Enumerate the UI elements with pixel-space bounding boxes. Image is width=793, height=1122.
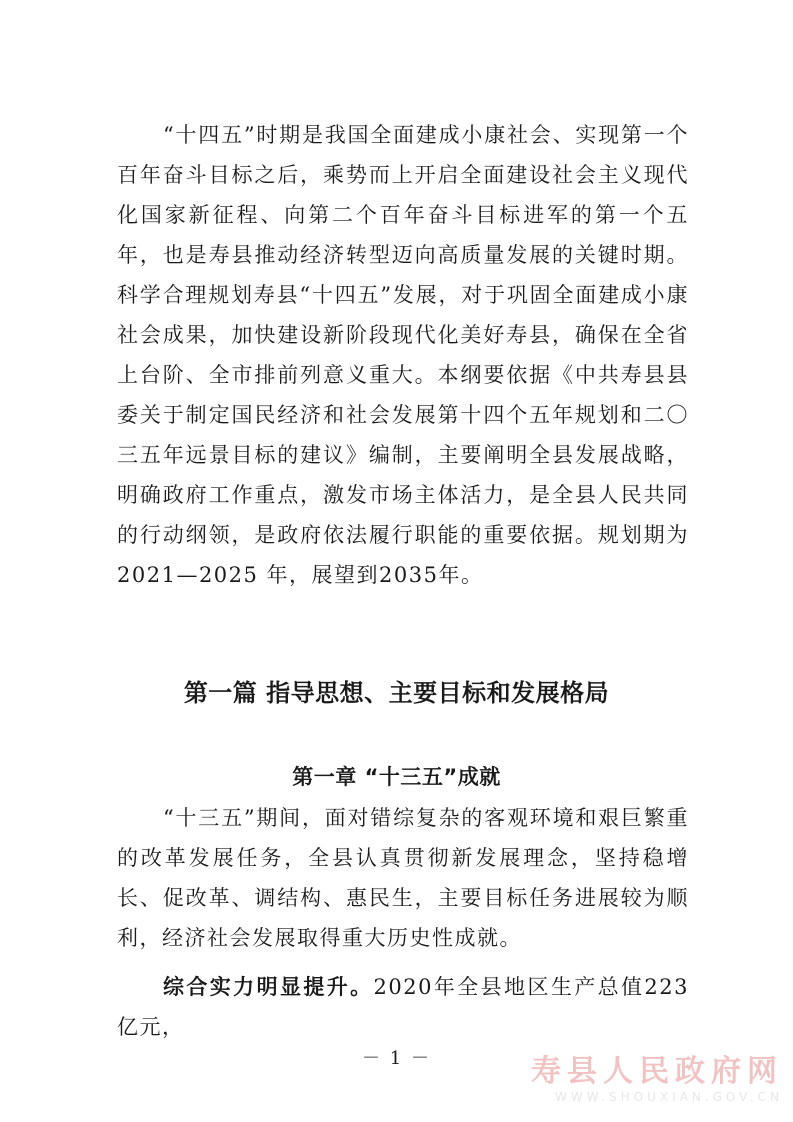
page-number: － 1 － xyxy=(362,1048,431,1069)
achievement-paragraph xyxy=(117,967,689,1047)
site-watermark xyxy=(531,1054,783,1104)
achievement-lead: 综合实力明显提升。 xyxy=(163,974,374,999)
achievement-text: 2020年全县地区生产总值223亿元， xyxy=(117,975,690,1039)
intro-paragraph: “十四五”时期是我国全面建成小康社会、实现第一个百年奋斗目标之后，乘势而上开启全面建设社会主义现代化国家新征程、向第二个百年奋斗目标进军的第一个五年，也是寿县推动经济转型迈向高质量发展的关键时期。科学合理规划寿县“十四五”发展，对于巩固全面建成小康社会成果，加快建设新阶段现代化美好寿县，确保在全省上台阶、全市排前列意义重大。本纲要依据《中共寿县县委关于制定国民经济和社会发展第十四个五年规划和二〇三五年远景目标的建议》编制，主要阐明全县发展战略，明确政府工作重点，激发市场主体活力，是全县人民共同的行动纲领，是政府依法履行职能的重要依据。规划期为 2021—2025 年，展望到2035年。 xyxy=(117,123,689,587)
watermark-url: WWW.SHOUXIAN.GOV.CN xyxy=(554,1090,783,1104)
chapter-heading: 第一章 “十三五”成就 xyxy=(292,765,501,789)
part-heading: 第一篇 指导思想、主要目标和发展格局 xyxy=(183,679,610,707)
chapter-paragraph: “十三五”期间，面对错综复杂的客观环境和艰巨繁重的改革发展任务，全县认真贯彻新发展理念，坚持稳增长、促改革、调结构、惠民生，主要目标任务进展较为顺利，经济社会发展取得重大历史性成就。 xyxy=(117,806,689,950)
watermark-site-name: 寿县人民政府网 xyxy=(531,1054,783,1089)
